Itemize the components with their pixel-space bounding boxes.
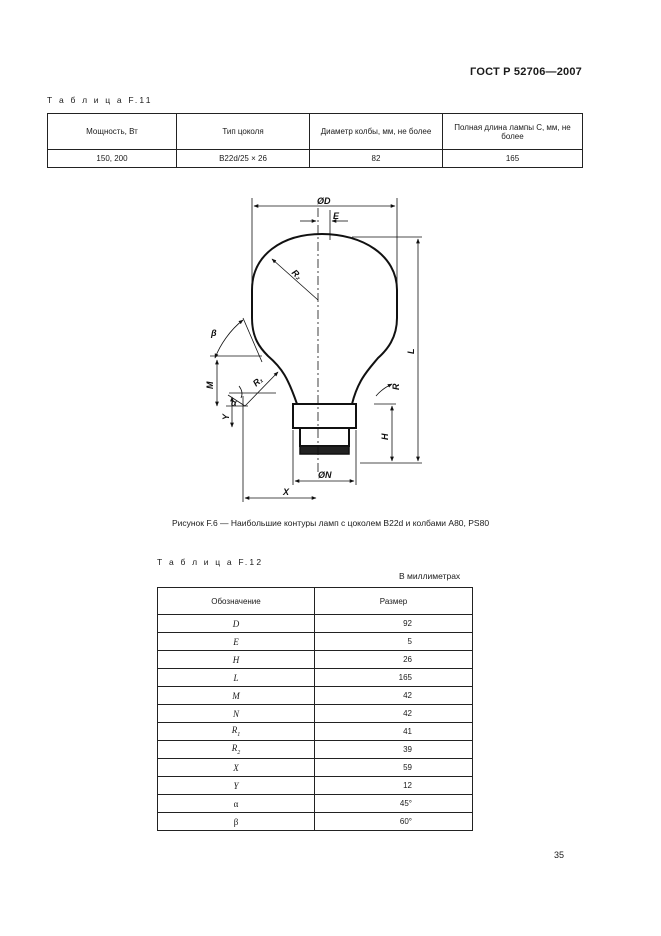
value-cell: 165 [315,669,473,687]
value-cell: 92 [315,615,473,633]
designation-cell: X [158,759,315,777]
value-cell: 26 [315,651,473,669]
table-f11 [47,113,583,168]
table-header-cell: Полная длина лампы C, мм, не более [443,114,583,150]
table-header-cell: Диаметр колбы, мм, не более [310,114,443,150]
value-cell: 42 [315,705,473,723]
lamp-base [300,428,349,446]
bulb-outline [252,234,397,404]
table-header-cell: Обозначение [158,588,315,615]
table-header-cell: Мощность, Вт [48,114,177,150]
table-row [158,741,473,759]
label-R2: R₂ [289,267,304,282]
page-number: 35 [553,850,564,860]
designation-cell: D [158,615,315,633]
table-row [158,723,473,741]
designation-cell: M [158,687,315,705]
value-cell: 59 [315,759,473,777]
table-cell: 165 [443,150,583,168]
value-cell: 5 [315,633,473,651]
label-X: X [283,487,290,497]
value-cell: 45° [315,795,473,813]
table-row [158,651,473,669]
designation-cell: Y [158,777,315,795]
table-row [158,633,473,651]
table-row [158,759,473,777]
table-row [158,813,473,831]
designation-cell: L [158,669,315,687]
label-M: M [205,381,215,389]
table-f12-units: В миллиметрах [399,571,461,581]
table-header-cell: Размер [315,588,473,615]
label-N: ØN [318,470,332,480]
table-row [158,795,473,813]
table-row [158,705,473,723]
table-cell: 82 [310,150,443,168]
label-L: L [406,348,416,354]
table-cell: 150, 200 [48,150,177,168]
label-Y: Y [221,413,231,420]
table-row [158,687,473,705]
label-R: R [391,383,401,390]
document-header: ГОСТ Р 52706—2007 [470,66,582,78]
designation-cell: β [158,813,315,831]
value-cell: 39 [315,741,473,759]
table-f12 [157,587,473,831]
table-row [158,615,473,633]
table-row [158,777,473,795]
designation-cell: α [158,795,315,813]
label-alpha: α [231,398,237,408]
designation-cell: E [158,633,315,651]
label-D: ØD [317,196,331,206]
label-beta: β [211,328,217,338]
figure-caption: Рисунок F.6 — Наибольшие контуры ламп с цоколем B22d и колбами A80, PS80 [171,518,490,528]
table-row [48,150,583,168]
lamp-neck [293,404,356,428]
table-cell: B22d/25 × 26 [177,150,310,168]
lamp-contour-figure [0,190,661,510]
designation-cell: H [158,651,315,669]
table-header-cell: Тип цоколя [177,114,310,150]
label-E: E [333,211,340,221]
table-f11-caption: Т а б л и ц а F.11 [47,95,153,105]
designation-cell: $R_2$ [158,741,315,759]
value-cell: 41 [315,723,473,741]
label-H: H [380,433,390,440]
value-cell: 60° [315,813,473,831]
value-cell: 42 [315,687,473,705]
table-row [158,669,473,687]
designation-cell: $R_1$ [158,723,315,741]
designation-cell: N [158,705,315,723]
lamp-base-contact [300,446,349,454]
value-cell: 12 [315,777,473,795]
label-R1: R₁ [250,374,265,389]
table-f12-caption: Т а б л и ц а F.12 [157,557,264,567]
